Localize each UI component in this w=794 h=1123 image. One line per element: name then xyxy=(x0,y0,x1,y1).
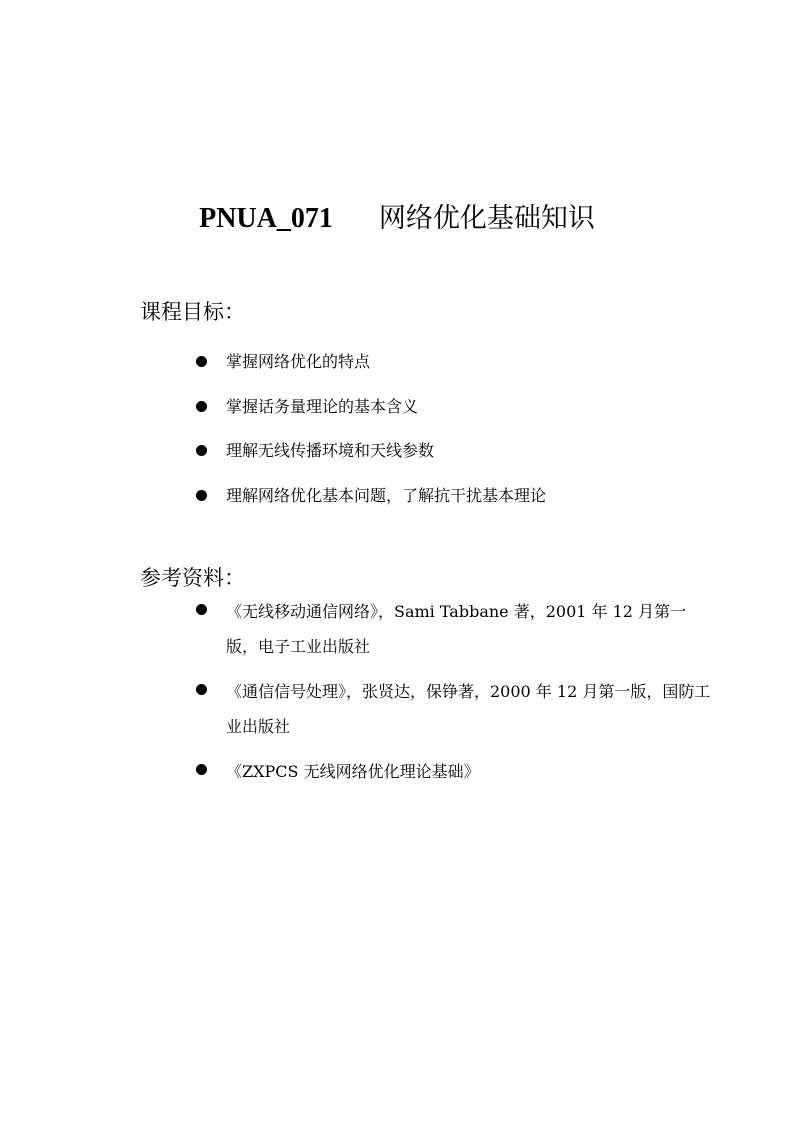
bullet-icon xyxy=(196,684,207,695)
list-item xyxy=(196,594,716,664)
list-item xyxy=(196,346,546,391)
list-item xyxy=(196,391,546,436)
bullet-icon xyxy=(196,490,207,501)
objectives-list xyxy=(196,346,546,524)
reference-text: 《通信信号处理》，张贤达，保铮著，2000 年 12 月第一版，国防工业出版社 xyxy=(226,682,711,736)
objective-text: 理解无线传播环境和天线参数 xyxy=(226,441,435,460)
references-heading: 参考资料： xyxy=(140,566,245,590)
course-name: 网络优化基础知识 xyxy=(378,203,595,234)
document-title xyxy=(0,196,794,235)
objective-text: 掌握话务量理论的基本含义 xyxy=(226,396,419,416)
objectives-heading: 课程目标： xyxy=(140,300,245,324)
objective-text: 掌握网络优化的特点 xyxy=(226,352,371,371)
list-item xyxy=(196,674,716,744)
bullet-icon xyxy=(196,604,207,615)
list-item xyxy=(196,435,546,480)
bullet-icon xyxy=(196,401,207,412)
list-item xyxy=(196,480,546,525)
objective-text: 理解网络优化基本问题，了解抗干扰基本理论 xyxy=(226,485,547,505)
references-list xyxy=(196,596,716,801)
list-item xyxy=(196,754,716,789)
reference-text: 《无线移动通信网络》，Sami Tabbane 著，2001 年 12 月第一版，电子工业出版社 xyxy=(226,602,687,656)
course-code: PNUA_071 xyxy=(199,203,333,234)
reference-text: 《ZXPCS 无线网络优化理论基础》 xyxy=(226,762,480,781)
bullet-icon xyxy=(196,356,207,367)
bullet-icon xyxy=(196,445,207,456)
bullet-icon xyxy=(196,764,207,775)
